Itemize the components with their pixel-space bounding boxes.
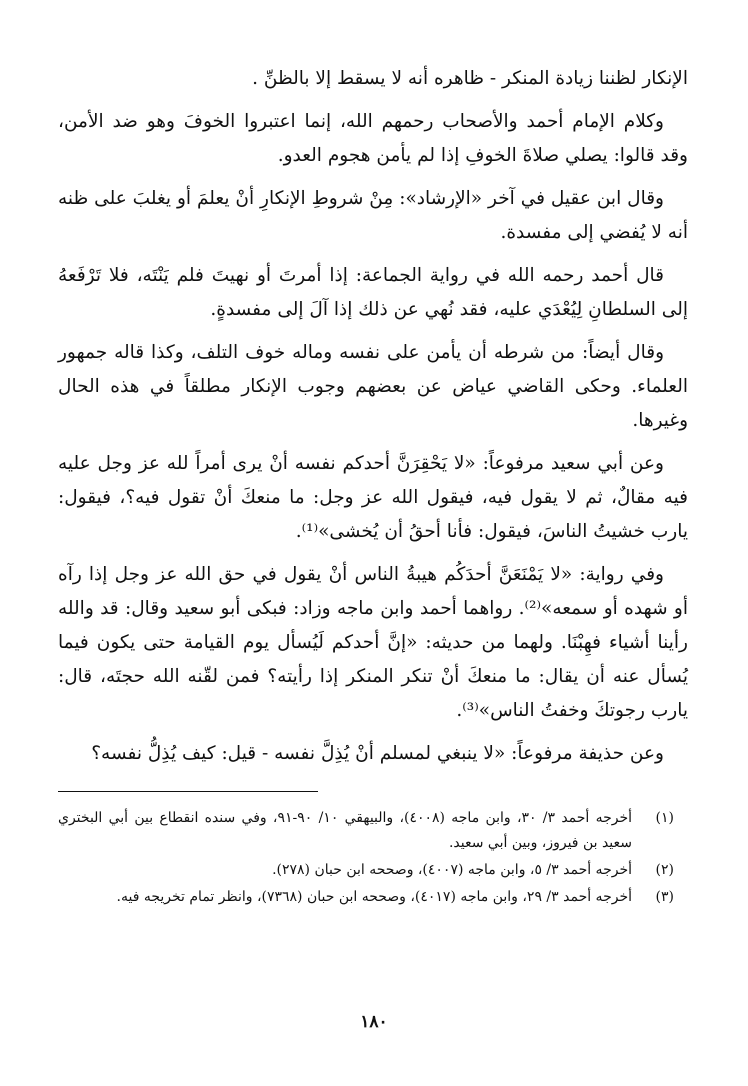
- footnote-item: [58, 885, 688, 910]
- footnote-number: (٢): [655, 862, 674, 878]
- footnote-text: أخرجه أحمد ٣/ ٢٩، وابن ماجه (٤٠١٧)، وصححه ابن حبان (٧٣٦٨)، وانظر تمام تخريجه فيه.: [116, 889, 632, 905]
- main-text: [58, 62, 688, 771]
- paragraph-7: وفي رواية: «لا يَمْنَعَنَّ أحدَكُم هيبةُ الناس أنْ يقول في حق الله عز وجل إذا رآه أو شهده أو سمعه»⁽²⁾. رواهما أحمد وابن ماجه وزاد: فبكى أبو سعيد وقال: قد والله رأينا أشياء فهِبْنَا. ولهما من حديثه: «إنَّ أحدكم لَيُسأل يوم القيامة حتى يكون فيما يُسأل عنه أن يقال: ما منعكَ أنْ تنكر المنكر إذا رأيته؟ فمن لقّنه الله حجتَه، قال: يارب رجوتكَ وخفتُ الناس»⁽³⁾.: [58, 564, 688, 721]
- footnote-text: أخرجه أحمد ٣/ ٥، وابن ماجه (٤٠٠٧)، وصححه ابن حبان (٢٧٨).: [272, 862, 632, 878]
- paragraph-6: وعن أبي سعيد مرفوعاً: «لا يَحْقِرَنَّ أحدكم نفسه أنْ يرى أمراً لله عز وجل عليه فيه مقالٌ، ثم لا يقول فيه، فيقول الله عز وجل: ما منعكَ أنْ تقول فيه؟، فيقول: يارب خشيتُ الناسَ، فيقول: فأنا أحقُ أن يُخشى»⁽¹⁾.: [58, 453, 688, 542]
- page-number: ١٨٠: [360, 1012, 388, 1032]
- paragraph-8: وعن حذيفة مرفوعاً: «لا ينبغي لمسلم أنْ يُذِلَّ نفسه - قيل: كيف يُذِلُّ نفسه؟: [91, 743, 664, 764]
- paragraph-4: قال أحمد رحمه الله في رواية الجماعة: إذا أمرتَ أو نهيتَ فلم يَنْتَه، فلا تَرْفَعهُ إلى السلطانِ لِيُعْدَي عليه، فقد نُهي عن ذلك إذا آلَ إلى مفسدةٍ.: [58, 265, 688, 320]
- footnote-number: (٣): [655, 889, 674, 905]
- paragraph-5: وقال أيضاً: من شرطه أن يأمن على نفسه وماله خوف التلف، وكذا قاله جمهور العلماء. وحكى القاضي عياض عن بعضهم وجوب الإنكار مطلقاً في هذه الحال وغيرها.: [58, 342, 688, 431]
- footnotes: [58, 806, 688, 910]
- paragraph-1: الإنكار لظننا زيادة المنكر - ظاهره أنه لا يسقط إلا بالظنِّ .: [252, 68, 688, 89]
- footnote-number: (١): [655, 810, 674, 826]
- footnote-text: أخرجه أحمد ٣/ ٣٠، وابن ماجه (٤٠٠٨)، والبيهقي ١٠/ ٩٠-٩١، وفي سنده انقطاع بين أبي البختري سعيد بن فيروز، وبين أبي سعيد.: [58, 810, 633, 851]
- footnote-item: [58, 806, 688, 856]
- footnote-item: [58, 858, 688, 883]
- paragraph-2: وكلام الإمام أحمد والأصحاب رحمهم الله، إنما اعتبروا الخوفَ وهو ضد الأمن، وقد قالوا: يصلي صلاةَ الخوفِ إذا لم يأمن هجوم العدو.: [58, 111, 688, 166]
- footnote-separator: [58, 791, 318, 792]
- paragraph-3: وقال ابن عقيل في آخر «الإرشاد»: مِنْ شروطِ الإنكارِ أنْ يعلمَ أو يغلبَ على ظنه أنه لا يُفضي إلى مفسدة.: [58, 188, 688, 243]
- page-content: [58, 62, 688, 912]
